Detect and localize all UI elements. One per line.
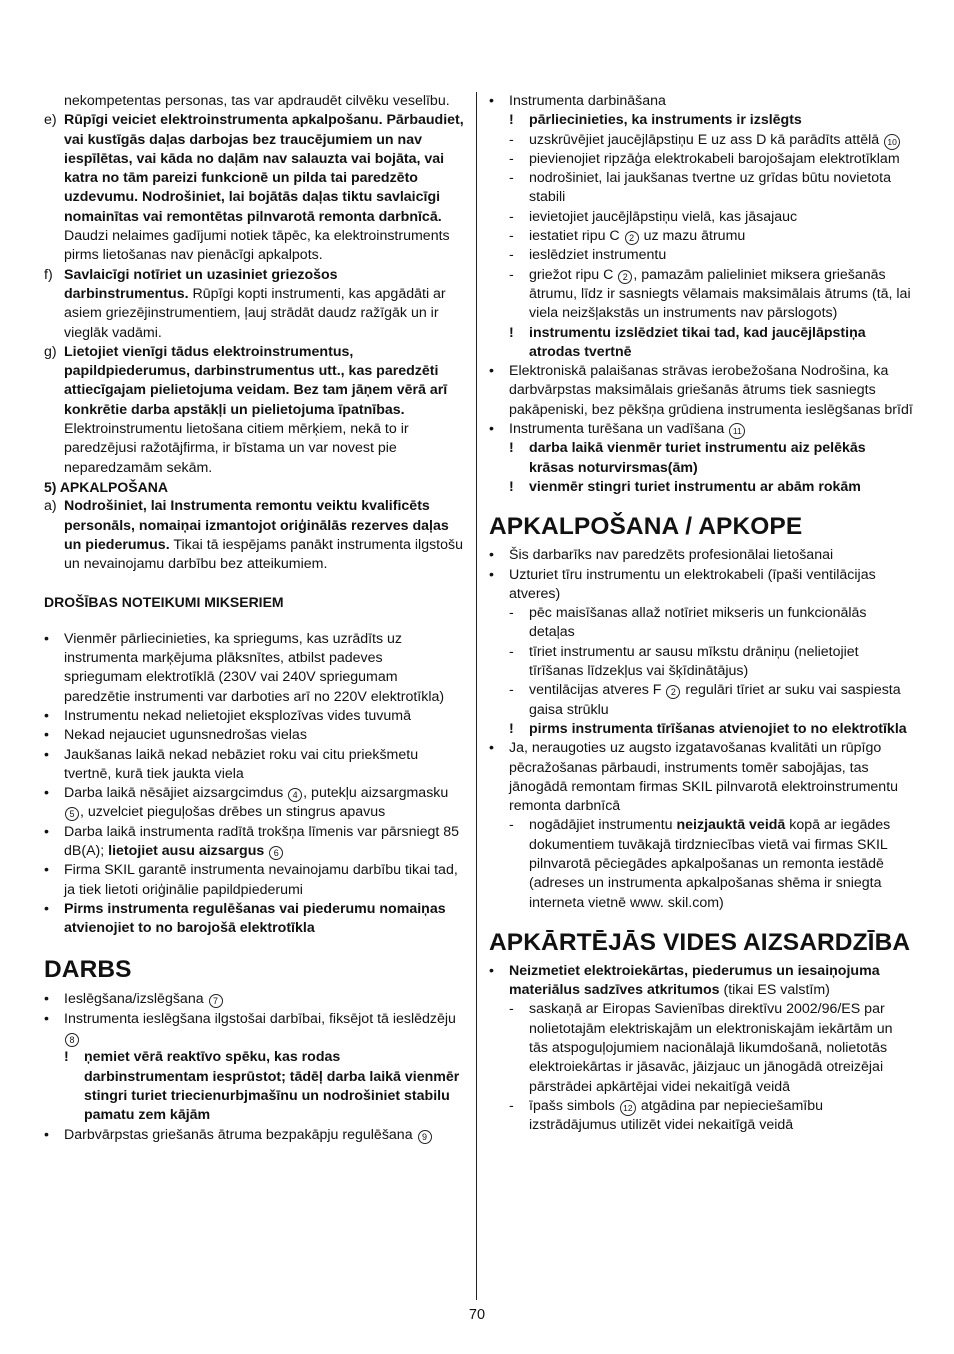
dash-text: ventilācijas atveres F [529, 682, 666, 699]
body-text: Elektroinstrumentu lietošana citiem mērķiem, nekā to ir paredzējusi ražotājfirma, ir bīstama un var novest pie neparedzamām sekām. [64, 421, 409, 476]
bullet-marker: • [44, 862, 49, 879]
dash-item [509, 246, 914, 265]
bullet-text: , uzvelciet pieguļošas drēbes un stingrus apavus [80, 804, 386, 821]
bullet-item [489, 546, 914, 565]
bullet-marker: • [44, 746, 49, 763]
bullet-text: Instrumenta darbināšana [509, 93, 666, 109]
bullet-text: Darbvārpstas griešanās ātruma bezpakāpju regulēšana [64, 1126, 417, 1143]
ref-number-5-icon: 5 [65, 807, 79, 821]
bold-text: Neizmetiet elektroiekārtas, piederumus un iesaiņojuma materiālus sadzīves atkritumos [509, 962, 880, 999]
section-heading-5: 5) APKALPOŠANA [44, 478, 168, 495]
body-text: Rūpīgi kopti instrumenti, kas apgādāti ar asiem griezējinstrumentiem, ļauj strādāt daudz ražīgāk un ir vieglāk vadāmi. [64, 285, 446, 341]
dash-text: uz mazu ātrumu [639, 228, 746, 245]
warning-text: pārliecinieties, ka instruments ir izslēgts [529, 112, 802, 129]
bold-text: Savlaicīgi notīriet un uzasiniet griezošos darbinstrumentus. [64, 266, 338, 302]
ref-number-10-icon: 10 [884, 134, 900, 150]
dash-marker: - [509, 150, 514, 167]
dash-item [509, 227, 914, 246]
dash-text: pievienojiet ripzāģa elektrokabeli barojošajam elektrotīklam [529, 150, 900, 167]
warning-marker: ! [64, 1049, 69, 1066]
warning-marker: ! [509, 478, 514, 495]
bullet-text: Ja, neraugoties uz augsto izgatavošanas kvalitāti un rūpīgo pēcražošanas pārbaudi, instruments tomēr sabojājas, tas jānogādā remontam firmas SKIL pilnvarotā elektroinstrumentu remonta darbnīcā [509, 740, 899, 815]
dash-marker: - [509, 605, 514, 622]
dash-text: ieslēdziet instrumentu [529, 247, 667, 264]
ref-number-7-icon: 7 [209, 994, 223, 1008]
dash-item [509, 643, 914, 682]
bullet-item [44, 900, 464, 939]
bullet-item [44, 630, 464, 707]
warning-marker: ! [509, 112, 514, 129]
bullet-text: Instrumenta ieslēgšana ilgstošai darbībai, fiksējot tā ieslēdzēju [64, 1010, 456, 1027]
bullet-marker: • [489, 547, 494, 564]
list-item-f [44, 266, 464, 343]
bullet-marker: • [489, 566, 494, 583]
bullet-item [44, 861, 464, 900]
bullet-marker: • [44, 1126, 49, 1143]
warning-marker: ! [509, 324, 514, 341]
bullet-item [44, 823, 464, 862]
bullet-item [489, 362, 914, 420]
bold-text: neizjauktā veidā [676, 817, 786, 834]
bullet-marker: • [44, 707, 49, 724]
dash-item [509, 816, 914, 912]
dash-marker: - [509, 1097, 514, 1114]
dash-item [509, 681, 914, 720]
bullet-marker: • [44, 991, 49, 1008]
bullet-marker: • [489, 363, 494, 380]
bullet-item [489, 92, 914, 111]
dash-marker: - [509, 170, 514, 187]
list-item-a [44, 497, 464, 574]
ref-number-12-icon: 12 [620, 1100, 636, 1116]
ref-number-4-icon: 4 [288, 788, 302, 802]
bullet-marker: • [489, 93, 494, 109]
list-marker: f) [44, 266, 53, 283]
dash-text: nogādājiet instrumentu [529, 817, 677, 834]
warning-marker: ! [509, 440, 514, 457]
bullet-text: , putekļu aizsargmasku [303, 785, 449, 802]
dash-text: nodrošiniet, lai jaukšanas tvertne uz grīdas būtu novietota stabili [529, 170, 892, 206]
bullet-text: Darba laikā nēsājiet aizsargcimdus [64, 785, 288, 802]
dash-text: saskaņā ar Eiropas Savienības direktīvu 2002/96/ES par nolietotajām elektriskajām un elektroniskajām iekārtām un tās atspoguļojumiem nacionālajā likumdošanā, nolietotās elektroiekārtas ir jāsavāc, jāizjauc un jānogādā otreizējai pārstrādei apkārtējai videi nekaitīgā veidā [529, 1001, 893, 1095]
warning-item [509, 324, 914, 363]
ref-number-2-icon: 2 [625, 231, 639, 245]
bullet-item [489, 420, 914, 439]
bullet-text: Šis darbarīks nav paredzēts profesionālai lietošanai [509, 547, 834, 564]
bold-text: Pirms instrumenta regulēšanas vai piederumu nomaiņas atvienojiet to no barojošā elektrotīkla [64, 900, 446, 937]
dash-item [509, 604, 914, 643]
dash-text: atgādina par nepieciešamību izstrādājumus utilizēt videi nekaitīgā veidā [529, 1097, 824, 1134]
bullet-item [44, 726, 464, 745]
bullet-text: Vienmēr pārliecinieties, ka spriegums, kas uzrādīts uz instrumenta marķējuma plāksnītes, atbilst padeves spriegumam elektrotīklā (230V vai 240V spriegumam paredzētie instrumenti var darboties arī no 220V elektrotīkla) [64, 630, 445, 705]
bullet-marker: • [44, 1010, 49, 1027]
dash-item [509, 131, 914, 150]
body-text: Daudzi nelaimes gadījumi notiek tāpēc, ka elektroinstruments pirms lietošanas nav pienācīgi apkalpots. [64, 228, 450, 264]
bullet-text: Instrumentu nekad nelietojiet eksplozīvas vides tuvumā [64, 707, 411, 724]
dash-item [509, 169, 914, 208]
warning-text: darba laikā vienmēr turiet instrumentu aiz pelēkās krāsas noturvirsmas(ām) [529, 440, 866, 476]
bullet-text: Nekad nejauciet ugunsnedrošas vielas [64, 727, 307, 744]
ref-number-8-icon: 8 [65, 1033, 79, 1047]
bullet-marker: • [44, 630, 49, 647]
warning-item [509, 111, 914, 130]
dash-item [509, 150, 914, 169]
dash-marker: - [509, 228, 514, 245]
bullet-text: Jaukšanas laikā nekad nebāziet roku vai citu priekšmetu tvertnē, kurā tiek jaukta viela [64, 746, 419, 782]
bullet-item [44, 1126, 464, 1145]
right-column [489, 92, 914, 1136]
bullet-text: Instrumenta turēšana un vadīšana [509, 421, 729, 438]
bullet-item [44, 746, 464, 785]
bold-text: lietojiet ausu aizsargus [108, 842, 265, 859]
dash-marker: - [509, 266, 514, 283]
dash-marker: - [509, 1001, 514, 1018]
ref-number-6-icon: 6 [269, 846, 283, 860]
dash-marker: - [509, 643, 514, 660]
ref-number-2-icon: 2 [618, 270, 632, 284]
safety-heading: DROŠĪBAS NOTEIKUMI MIKSERIEM [44, 594, 284, 611]
bullet-item [44, 990, 464, 1009]
bullet-text: Darba laikā instrumenta radītā trokšņa līmenis var pārsniegt 85 dB(A); [64, 823, 460, 859]
bullet-marker: • [44, 900, 49, 917]
dash-item [509, 1000, 914, 1096]
dash-text: griežot ripu C [529, 266, 618, 283]
list-marker: e) [44, 112, 57, 129]
bullet-marker: • [44, 823, 49, 840]
list-marker: a) [44, 498, 57, 515]
dash-text: pēc maisīšanas allaž notīriet mikseris un funkcionālās detaļas [529, 605, 867, 641]
dash-item [509, 208, 914, 227]
bullet-item [489, 566, 914, 605]
list-item-g [44, 343, 464, 478]
bullet-marker: • [489, 740, 494, 757]
ref-number-9-icon: 9 [418, 1130, 432, 1144]
dash-item [509, 1097, 914, 1136]
dash-text: tīriet instrumentu ar sausu mīkstu drāniņu (nelietojiet tīrīšanas līdzekļus vai šķīdinātājus) [529, 643, 859, 680]
warning-text: instrumentu izslēdziet tikai tad, kad jaucējlāpstiņa atrodas tvertnē [529, 324, 866, 360]
warning-text: pirms instrumenta tīrīšanas atvienojiet to no elektrotīkla [529, 720, 907, 737]
bullet-text: Elektroniskā palaišanas strāvas ierobežošana Nodrošina, ka darbvārpstas maksimālais griešanās ātrums tiek sasniegts pakāpeniski, bez pēkšņa grūdiena instrumenta ieslēgšanas brīdī [509, 363, 913, 418]
left-column [44, 92, 464, 1145]
bullet-marker: • [44, 785, 49, 802]
dash-marker: - [509, 131, 514, 148]
dash-marker: - [509, 817, 514, 834]
dash-item [509, 266, 914, 324]
bullet-item [44, 784, 464, 823]
bullet-marker: • [44, 727, 49, 744]
dash-marker: - [509, 208, 514, 225]
dash-marker: - [509, 247, 514, 264]
body-text: Tikai tā iespējams panākt instrumenta ilgstošu un nevainojamu darbību bez atteikumiem. [64, 536, 463, 573]
darbs-heading: DARBS [44, 956, 132, 984]
environment-heading: APKĀRTĒJĀS VIDES AIZSARDZĪBA [489, 928, 911, 956]
ref-number-11-icon: 11 [729, 423, 745, 439]
bullet-marker: • [489, 421, 494, 438]
bullet-text: Uzturiet tīru instrumentu un elektrokabeli (īpaši ventilācijas atveres) [509, 566, 876, 602]
bullet-marker: • [489, 962, 494, 979]
dash-text: kopā ar iegādes dokumentiem tuvākajā tirdzniecības vietā vai firmas SKIL pilnvarotā pēciegādes apkalpošanas un remonta iestādē (adreses un instrumenta apkalpošanas shēma ir sniegta interneta vietnē www. skil.com) [529, 817, 891, 911]
dash-text: regulāri tīriet ar suku vai saspiesta gaisa strūklu [529, 682, 901, 718]
column-divider [476, 92, 477, 1300]
dash-text: iestatiet ripu C [529, 228, 624, 245]
paragraph: nekompetentas personas, tas var apdraudēt cilvēku veselību. [64, 93, 450, 109]
warning-text: ņemiet vērā reaktīvo spēku, kas rodas darbinstrumentam iesprūstot; tādēļ darba laikā vienmēr stingri turiet triecienurbjmašīnu un nodrošiniet stabilu pamatu zem kājām [84, 1049, 460, 1124]
bullet-item [489, 962, 914, 1001]
bold-text: Rūpīgi veiciet elektroinstrumenta apkalpošanu. Pārbaudiet, vai kustīgās daļas darbojas bez traucējumiem un nav iespīlētas, vai kāda no daļām nav salauzta vai bojāta, vai katra no tām pareizi funkcionē un pilda tai paredzēto uzdevumu. Nodrošiniet, lai bojātās daļas tiktu savlaicīgi nomainītas vai remontētas pilnvarotā remonta darbnīcā. [64, 112, 464, 225]
dash-text: ievietojiet jaucējlāpstiņu vielā, kas jāsajauc [529, 208, 798, 225]
dash-text: , pamazām palieliniet miksera griešanās ātrumu, līdz ir sasniegts vēlamais maksimālais ātrums (tā, lai viela neizšļakstās un instruments nav pārslogots) [529, 266, 911, 322]
bullet-text: (tikai ES valstīm) [719, 982, 830, 999]
dash-marker: - [509, 682, 514, 699]
list-item-e [44, 111, 464, 265]
warning-text: vienmēr stingri turiet instrumentu ar abām rokām [529, 478, 861, 495]
ref-number-2-icon: 2 [666, 685, 680, 699]
bullet-text: Firma SKIL garantē instrumenta nevainojamu darbību tikai tad, ja tiek lietoti oriģinālie papildpiederumi [64, 862, 458, 898]
dash-text: īpašs simbols [529, 1097, 619, 1114]
apkalposana-heading: APKALPOŠANA / APKOPE [489, 513, 803, 541]
warning-item [509, 439, 914, 478]
warning-item [509, 478, 914, 497]
warning-marker: ! [509, 720, 514, 737]
bullet-item [44, 1010, 464, 1049]
warning-item [64, 1048, 464, 1125]
list-marker: g) [44, 343, 57, 360]
bullet-item [44, 707, 464, 726]
bullet-text: Ieslēgšana/izslēgšana [64, 991, 208, 1008]
dash-text: uzskrūvējiet jaucējlāpstiņu E uz ass D kā parādīts attēlā [529, 131, 884, 148]
warning-item [509, 720, 914, 739]
bullet-item [489, 739, 914, 816]
page-number: 70 [468, 1307, 486, 1323]
bold-text: Nodrošiniet, lai Instrumenta remontu veiktu kvalificēts personāls, nomaiņai izmantojot oriģinālās rezerves daļas un piederumus. [64, 498, 449, 553]
bold-text: Lietojiet vienīgi tādus elektroinstrumentus, papildpiederumus, darbinstrumentus utt., kas paredzēti attiecīgajam pielietojuma veidam. Bez tam jāņem vērā arī konkrētie darba apstākļi un pielietojuma īpatnības. [64, 343, 448, 418]
